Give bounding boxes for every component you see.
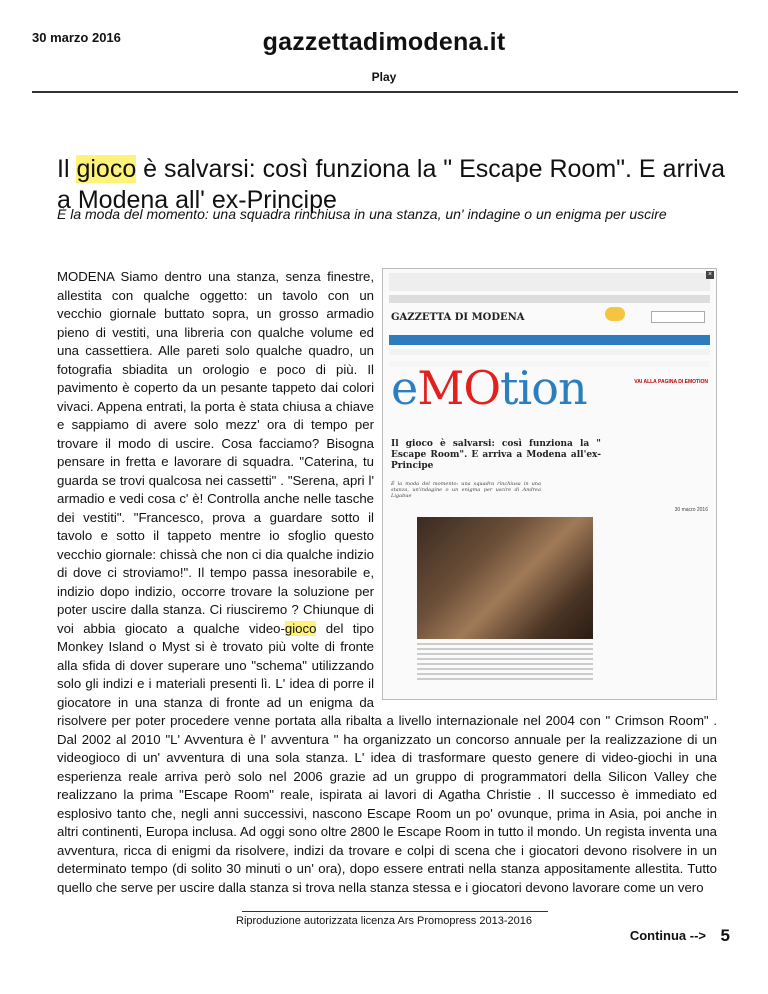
close-icon: × (707, 271, 713, 278)
header-divider (32, 91, 738, 93)
search-box (651, 311, 705, 323)
cookie-banner (389, 273, 710, 291)
continue-link[interactable]: Continua --> (629, 928, 706, 943)
body-text-start: MODENA Siamo dentro una stanza, senza finestre, allestita con qualche oggetto: un tavolo con un vecchio giornale buttato sopra, un grosso armadio pieno di vestiti, una libreria con qualche volume ed una cassettiera. Alle pareti solo qualche quadro, un fotografia sbiadita un orologio e poco di più. Il pavimento è coperto da un pesante tappeto dai colori vivaci. Appena entrati, la porta è stata chiusa a chiave e sappiamo di avere solo mezz' ora di tempo per trovare il modo di uscire. Cosa facciamo? Bisogna pensare in fretta e lavorare di squadra. "Caterina, tu guarda se trovi qualcosa nei cassetti" . "Serena, apri l' armadio e vedi cosa c' è! Controlla anche nelle tasche dei vestiti". "Francesco, prova a guardare sotto il tavolo e sotto il tappeto mentre io sfoglio questo vecchio giornale: chissà che non ci dia qualche indizio di dove ci stroviamo!". Il tempo passa inesorabile e, indizio dopo indizio, occorre trovare la soluzione per poter uscire dalla stanza. Ci riusciremo ? Chiunque di voi abbia giocato a qualche video- (57, 269, 374, 636)
issue-date: 30 marzo 2016 (32, 30, 121, 45)
article-body (57, 268, 717, 897)
article-subtitle: È la moda del momento: una squadra rinchiusa in una stanza, un' indagine o un enigma per uscire (57, 206, 667, 222)
toolbar-strip (389, 295, 710, 303)
escape-room-photo (417, 517, 593, 639)
emotion-logo-post: tion (500, 361, 587, 415)
title-highlight: gioco (76, 154, 137, 183)
weather-icon (605, 307, 625, 321)
title-text-end: è salvarsi: così funziona la " Escape Room". E arriva a Modena all' ex-Principe (57, 154, 726, 214)
clipping-article-subtitle: È la moda del momento: una squadra rinchiusa in una stanza, un'indagine o un enigma per uscire di Andrea Ligabue (391, 481, 541, 499)
clipping-tag: VAI ALLA PAGINA DI EMOTION (634, 379, 708, 385)
body-highlight: gioco (284, 620, 317, 636)
emotion-logo (391, 361, 587, 415)
clipping-nav-bar (389, 335, 710, 345)
license-note: Riproduzione autorizzata licenza Ars Promopress 2013-2016 (236, 915, 532, 927)
site-name: gazzettadimodena.it (262, 28, 506, 56)
clipping-subnav (389, 349, 710, 355)
emotion-logo-mid: MO (417, 361, 501, 415)
clipping-masthead: GAZZETTA DI MODENA (391, 312, 525, 323)
footer-divider (242, 911, 548, 912)
clipping-article-title: Il gioco è salvarsi: così funziona la " Escape Room". E arriva a Modena all'ex-Principe (391, 439, 601, 471)
emotion-logo-pre: e (391, 361, 418, 415)
body-text-end: del tipo Monkey Island o Myst si è trovato più volte di fronte alla sfida di dover superare uno "schema" utilizzando solo gli indizi e i materiali presenti lì. L' idea di porre il giocatore in una stanza di fronte ad un enigma da risolvere per poter procedere venne portata alla ribalta a livello internazionale nel 2004 con " Crimson Room" . Dal 2002 al 2010 "L' Avventura è l' avventura " ha organizzato un concorso annuale per la realizzazione di un videogioco di un' avventura di una sola stanza. L' idea di trasformare questo genere di video-giochi in una esperienza reale arriva però solo nel 2006 grazie ad un gruppo di programmatori della Silicon Valley che realizzano la prima "Escape Room" reale, ispirata ai lavori di Agatha Christie . Il successo è immediato ed esplosivo tanto che, negli anni successivi, nascono Escape Room un po' ovunque, prima in Asia, poi anche in altri continenti, Europa inclusa. Ad oggi sono oltre 2800 le Escape Room in tutto il mondo. Un regista inventa una avventura, ricca di enigmi da risolvere, indizi da trovare e colpi di scena che i giocatori devono risolvere in un determinato tempo (di solito 30 minuti o un' ora), dopo essere entrati nella stanza appositamente allestita. Tutto quello che serve per uscire dalla stanza si trova nella stanza stessa e i giocatori devono lavorare come un vero (57, 620, 717, 895)
clipping-text-lines (417, 643, 593, 683)
title-text-start: Il (57, 154, 77, 183)
page-number: 5 (720, 926, 730, 945)
clipping-date: 30 marzo 2016 (674, 507, 708, 513)
web-clipping-image (382, 268, 717, 700)
section-label: Play (371, 70, 397, 84)
